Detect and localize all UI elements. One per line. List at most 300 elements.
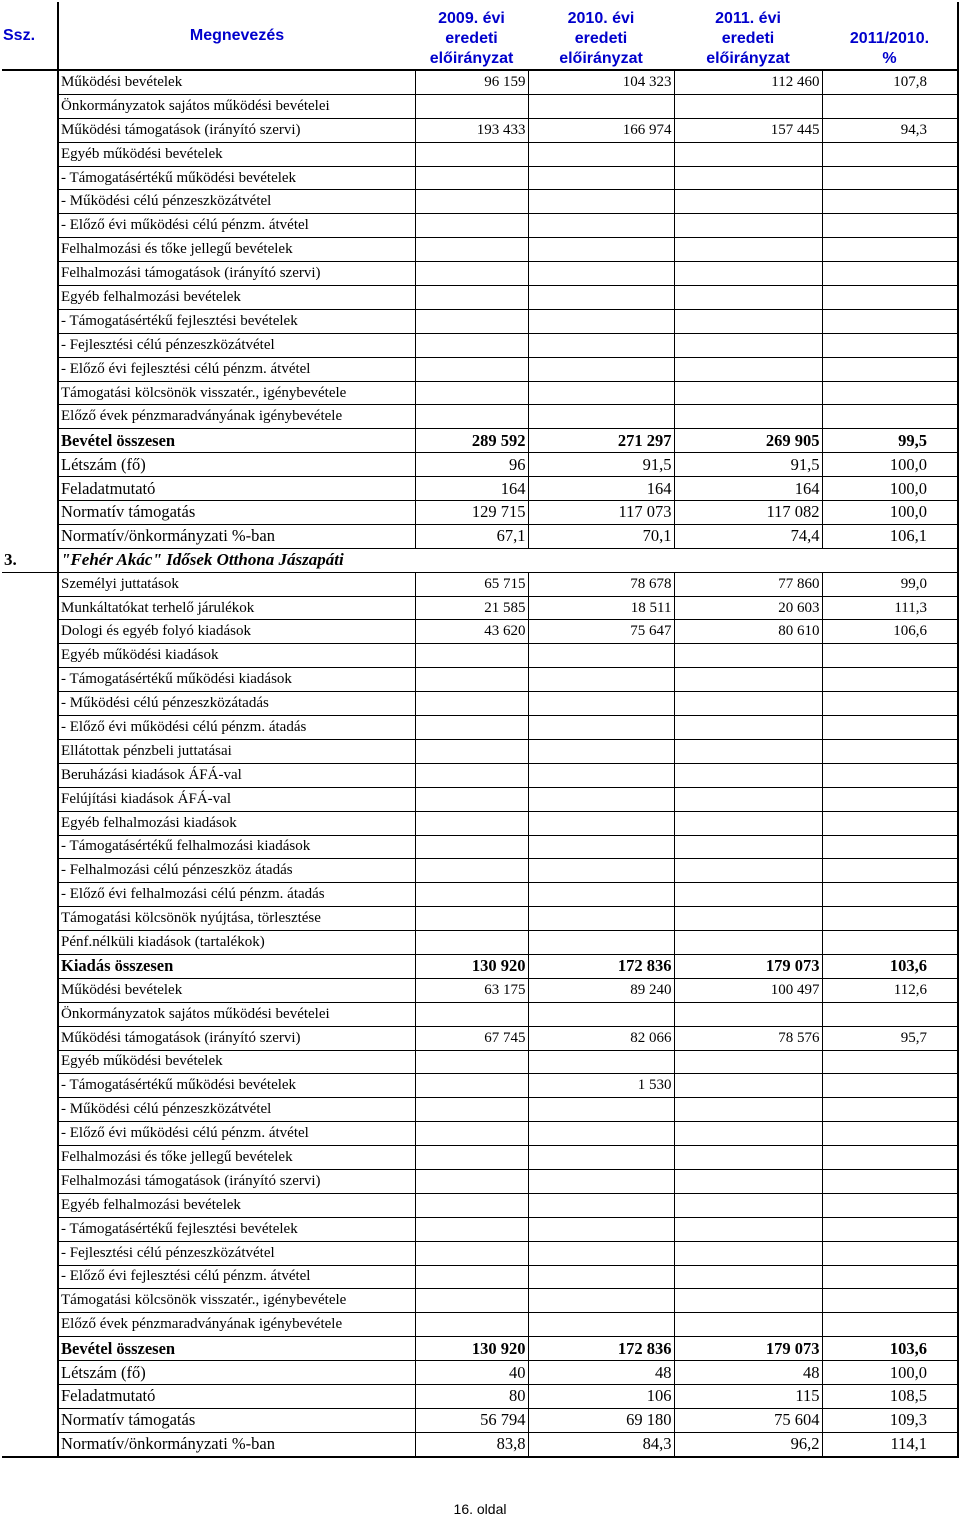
value-2011: 112 460 [674,70,822,94]
row-ssz [2,859,58,883]
value-percent [822,405,958,429]
value-2010 [528,644,674,668]
value-2011: 179 073 [674,954,822,978]
value-2010 [528,859,674,883]
row-label: - Támogatásértékű működési bevételek [58,166,415,190]
table-row [2,381,958,405]
value-2010 [528,716,674,740]
row-label: Normatív támogatás [58,501,415,525]
table-row [2,70,958,94]
value-2009: 83,8 [415,1432,528,1456]
value-2009 [415,357,528,381]
row-ssz [2,142,58,166]
row-ssz [2,238,58,262]
value-2009 [415,716,528,740]
row-ssz [2,1122,58,1146]
value-2009 [415,381,528,405]
value-2010 [528,907,674,931]
row-ssz [2,501,58,525]
value-2009: 289 592 [415,429,528,453]
value-2010: 164 [528,477,674,501]
row-ssz [2,811,58,835]
table-row [2,166,958,190]
value-2010: 75 647 [528,620,674,644]
row-ssz [2,1289,58,1313]
row-label: - Fejlesztési célú pénzeszközátvétel [58,333,415,357]
value-2010 [528,357,674,381]
value-2011 [674,763,822,787]
value-2010: 89 240 [528,978,674,1002]
value-2009: 80 [415,1384,528,1408]
value-2009: 129 715 [415,501,528,525]
value-percent [822,1122,958,1146]
row-label: Egyéb működési bevételek [58,1050,415,1074]
value-2010: 82 066 [528,1026,674,1050]
value-percent [822,1002,958,1026]
table-row [2,1361,958,1385]
table-row [2,94,958,118]
value-percent: 103,6 [822,1337,958,1361]
value-2009: 67 745 [415,1026,528,1050]
table-row [2,1313,958,1337]
row-ssz [2,763,58,787]
table-row [2,1408,958,1432]
value-percent [822,1217,958,1241]
table-row [2,716,958,740]
value-2011 [674,333,822,357]
value-percent [822,763,958,787]
row-ssz [2,692,58,716]
value-percent: 94,3 [822,118,958,142]
row-label: Bevétel összesen [58,429,415,453]
value-percent [822,1193,958,1217]
value-2010 [528,692,674,716]
value-2009 [415,262,528,286]
value-2011 [674,739,822,763]
row-ssz [2,835,58,859]
row-ssz [2,381,58,405]
value-2009 [415,1265,528,1289]
row-ssz [2,1002,58,1026]
value-2010: 1 530 [528,1074,674,1098]
row-ssz [2,70,58,94]
value-2010 [528,142,674,166]
value-2009 [415,1074,528,1098]
value-percent: 114,1 [822,1432,958,1456]
value-2011 [674,94,822,118]
value-2009 [415,1289,528,1313]
value-2009 [415,1241,528,1265]
row-ssz [2,931,58,955]
table-row [2,859,958,883]
row-ssz [2,883,58,907]
value-2011 [674,835,822,859]
row-label: Személyi juttatások [58,572,415,596]
row-label: Előző évek pénzmaradványának igénybevétele [58,405,415,429]
value-percent [822,142,958,166]
row-ssz [2,978,58,1002]
row-ssz [2,262,58,286]
table-row [2,429,958,453]
value-2009 [415,142,528,166]
value-2009 [415,286,528,310]
value-2011 [674,238,822,262]
value-2010 [528,668,674,692]
value-percent: 108,5 [822,1384,958,1408]
row-label: - Előző évi működési célú pénzm. átadás [58,716,415,740]
value-2011 [674,166,822,190]
value-percent [822,668,958,692]
value-2011 [674,309,822,333]
row-ssz [2,1098,58,1122]
value-percent: 106,1 [822,524,958,548]
table-row [2,118,958,142]
row-ssz [2,477,58,501]
value-2010 [528,309,674,333]
value-2011 [674,286,822,310]
row-label: - Támogatásértékű felhalmozási kiadások [58,835,415,859]
value-2010: 271 297 [528,429,674,453]
value-percent [822,835,958,859]
table-row [2,1122,958,1146]
value-percent [822,1265,958,1289]
row-ssz [2,954,58,978]
value-2009: 193 433 [415,118,528,142]
row-ssz [2,1026,58,1050]
value-2010: 69 180 [528,1408,674,1432]
value-2009: 164 [415,477,528,501]
row-label: Munkáltatókat terhelő járulékok [58,596,415,620]
value-2010 [528,1050,674,1074]
value-2009: 56 794 [415,1408,528,1432]
value-2009: 130 920 [415,954,528,978]
value-percent [822,309,958,333]
value-2011 [674,668,822,692]
value-2011 [674,1313,822,1337]
value-2010: 166 974 [528,118,674,142]
row-label: - Előző évi működési célú pénzm. átvétel [58,1122,415,1146]
value-2010 [528,1265,674,1289]
value-2010 [528,262,674,286]
value-2011: 80 610 [674,620,822,644]
row-ssz [2,596,58,620]
value-2009 [415,692,528,716]
table-row [2,357,958,381]
row-ssz [2,190,58,214]
table-row [2,1241,958,1265]
value-2010: 18 511 [528,596,674,620]
value-2009 [415,787,528,811]
row-label: Egyéb működési bevételek [58,142,415,166]
value-2011 [674,811,822,835]
value-2009 [415,214,528,238]
value-percent: 103,6 [822,954,958,978]
value-percent [822,1146,958,1170]
table-row [2,405,958,429]
row-label: - Előző évi fejlesztési célú pénzm. átvétel [58,1265,415,1289]
value-2011 [674,1265,822,1289]
value-percent [822,787,958,811]
value-2011: 179 073 [674,1337,822,1361]
value-percent [822,381,958,405]
row-ssz [2,1169,58,1193]
value-2009 [415,931,528,955]
table-row [2,1217,958,1241]
table-row [2,596,958,620]
value-2010: 106 [528,1384,674,1408]
value-2010 [528,931,674,955]
value-percent: 100,0 [822,477,958,501]
value-2010: 70,1 [528,524,674,548]
value-percent: 100,0 [822,501,958,525]
row-ssz [2,429,58,453]
row-ssz [2,357,58,381]
header-ssz: Ssz. [2,2,58,70]
value-percent [822,94,958,118]
row-label: Támogatási kölcsönök visszatér., igénybevétele [58,1289,415,1313]
table-row [2,1384,958,1408]
table-row [2,907,958,931]
value-2010 [528,1002,674,1026]
table-row [2,214,958,238]
row-label: Önkormányzatok sajátos működési bevételei [58,1002,415,1026]
row-label: Önkormányzatok sajátos működési bevételei [58,94,415,118]
row-ssz [2,787,58,811]
value-percent [822,739,958,763]
value-2011: 48 [674,1361,822,1385]
row-label: - Támogatásértékű működési kiadások [58,668,415,692]
table-row [2,954,958,978]
value-2009: 21 585 [415,596,528,620]
table-row [2,763,958,787]
row-label: Működési támogatások (irányító szervi) [58,1026,415,1050]
value-percent: 100,0 [822,1361,958,1385]
table-row [2,477,958,501]
row-label: Előző évek pénzmaradványának igénybevétele [58,1313,415,1337]
table-row [2,931,958,955]
row-label: Létszám (fő) [58,453,415,477]
value-percent [822,238,958,262]
row-ssz [2,1337,58,1361]
value-2009 [415,1217,528,1241]
row-label: - Működési célú pénzeszközátvétel [58,190,415,214]
page-number: 16. oldal [453,1501,507,1517]
row-ssz [2,1217,58,1241]
value-2010 [528,1313,674,1337]
value-2011 [674,405,822,429]
value-2010 [528,1169,674,1193]
row-label: Dologi és egyéb folyó kiadások [58,620,415,644]
value-2011: 100 497 [674,978,822,1002]
value-2009 [415,1146,528,1170]
value-percent [822,716,958,740]
value-2009 [415,309,528,333]
row-ssz: 3. [2,548,58,572]
row-label: Működési bevételek [58,70,415,94]
value-2011: 20 603 [674,596,822,620]
row-label: Felhalmozási és tőke jellegű bevételek [58,238,415,262]
value-2010: 84,3 [528,1432,674,1456]
value-percent [822,1098,958,1122]
value-percent [822,333,958,357]
value-2010 [528,1146,674,1170]
value-2009 [415,883,528,907]
table-row [2,1337,958,1361]
header-percent: 2011/2010. % [822,2,958,70]
table-row [2,1193,958,1217]
value-2009 [415,1098,528,1122]
value-2010 [528,405,674,429]
value-2009 [415,1002,528,1026]
budget-table [2,2,959,1458]
value-2010 [528,1193,674,1217]
value-percent [822,1289,958,1313]
value-2011: 117 082 [674,501,822,525]
value-percent: 106,6 [822,620,958,644]
value-2009 [415,835,528,859]
table-row [2,1026,958,1050]
row-label: Létszám (fő) [58,1361,415,1385]
table-row [2,238,958,262]
row-label: Működési támogatások (irányító szervi) [58,118,415,142]
table-row [2,668,958,692]
value-percent [822,907,958,931]
row-ssz [2,1408,58,1432]
value-2011: 74,4 [674,524,822,548]
value-percent [822,692,958,716]
value-percent [822,1313,958,1337]
value-2010 [528,1122,674,1146]
value-2009 [415,190,528,214]
row-ssz [2,1361,58,1385]
value-2011 [674,907,822,931]
value-2011 [674,357,822,381]
value-percent: 100,0 [822,453,958,477]
value-2009: 96 [415,453,528,477]
table-row [2,286,958,310]
value-2010: 117 073 [528,501,674,525]
value-2011 [674,859,822,883]
table-row [2,524,958,548]
value-2011 [674,381,822,405]
value-percent [822,931,958,955]
value-2009: 43 620 [415,620,528,644]
value-percent [822,262,958,286]
row-label: Felhalmozási támogatások (irányító szervi) [58,262,415,286]
value-2009 [415,333,528,357]
value-2010 [528,1098,674,1122]
value-2010: 78 678 [528,572,674,596]
row-ssz [2,668,58,692]
table-row [2,978,958,1002]
value-2010 [528,333,674,357]
value-percent [822,190,958,214]
table-row [2,262,958,286]
table-row [2,1432,958,1456]
value-2009 [415,405,528,429]
value-2009: 40 [415,1361,528,1385]
row-label: Beruházási kiadások ÁFÁ-val [58,763,415,787]
row-label: Normatív támogatás [58,1408,415,1432]
value-2009: 63 175 [415,978,528,1002]
value-2011 [674,1289,822,1313]
row-label: Feladatmutató [58,1384,415,1408]
table-row [2,1265,958,1289]
row-label: Bevétel összesen [58,1337,415,1361]
value-2010: 48 [528,1361,674,1385]
row-ssz [2,1074,58,1098]
value-2009 [415,1169,528,1193]
value-2010 [528,94,674,118]
value-percent [822,644,958,668]
value-2011 [674,1241,822,1265]
section-header-row [2,548,958,572]
row-label: Egyéb felhalmozási kiadások [58,811,415,835]
row-ssz [2,309,58,333]
row-label: Normatív/önkormányzati %-ban [58,524,415,548]
row-ssz [2,1193,58,1217]
value-2010 [528,835,674,859]
row-label: Támogatási kölcsönök nyújtása, törlesztése [58,907,415,931]
value-2011: 75 604 [674,1408,822,1432]
value-2009 [415,739,528,763]
row-ssz [2,214,58,238]
value-2009 [415,1122,528,1146]
row-label: - Támogatásértékű fejlesztési bevételek [58,1217,415,1241]
row-ssz [2,1265,58,1289]
row-label: Ellátottak pénzbeli juttatásai [58,739,415,763]
row-ssz [2,453,58,477]
row-ssz [2,739,58,763]
row-ssz [2,1432,58,1456]
row-label: Felhalmozási és tőke jellegű bevételek [58,1146,415,1170]
value-2011 [674,1002,822,1026]
value-2010 [528,883,674,907]
row-label: - Működési célú pénzeszközátadás [58,692,415,716]
row-ssz [2,524,58,548]
value-percent: 111,3 [822,596,958,620]
value-percent [822,166,958,190]
value-2011 [674,1217,822,1241]
value-2010 [528,1289,674,1313]
value-2009 [415,1313,528,1337]
value-2009 [415,811,528,835]
row-label: - Fejlesztési célú pénzeszközátvétel [58,1241,415,1265]
value-2010 [528,763,674,787]
value-percent [822,357,958,381]
value-percent [822,214,958,238]
value-percent [822,1169,958,1193]
row-ssz [2,620,58,644]
header-2009: 2009. évi eredeti előirányzat [415,2,528,70]
value-2010: 172 836 [528,1337,674,1361]
table-row [2,1074,958,1098]
row-label: - Előző évi működési célú pénzm. átvétel [58,214,415,238]
header-2010: 2010. évi eredeti előirányzat [528,2,674,70]
row-label: Támogatási kölcsönök visszatér., igénybevétele [58,381,415,405]
table-row [2,501,958,525]
value-2009 [415,644,528,668]
value-2009: 96 159 [415,70,528,94]
row-label: Normatív/önkormányzati %-ban [58,1432,415,1456]
table-row [2,883,958,907]
row-label: Egyéb felhalmozási bevételek [58,1193,415,1217]
table-row [2,453,958,477]
table-row [2,620,958,644]
value-2010 [528,811,674,835]
value-2010 [528,1217,674,1241]
value-percent: 107,8 [822,70,958,94]
